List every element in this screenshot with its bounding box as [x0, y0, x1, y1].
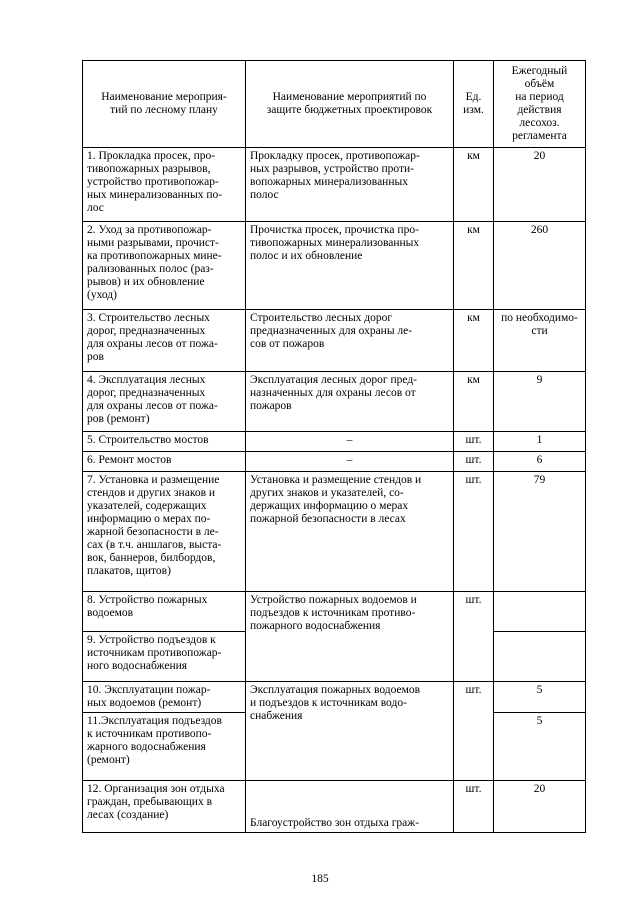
budget-cell: Прочистка просек, прочистка про- тивопожарных минерализованных полос и их обновление	[246, 222, 454, 310]
table-row	[83, 148, 586, 222]
table-row	[83, 472, 586, 592]
plan-cell: 7. Установка и размещение стендов и других знаков и указателей, содержащих информацию о мерах по- жарной безопасности в ле- сах (в т.ч. аншлагов, выста- вок, баннеров, билбордов, плакатов, щитов)	[83, 472, 246, 592]
value-cell	[494, 632, 586, 682]
value-cell: 79	[494, 472, 586, 592]
unit-cell: шт.	[454, 592, 494, 682]
table-row	[83, 592, 586, 632]
plan-cell: 11.Эксплуатация подъездов к источникам противопо- жарного водоснабжения (ремонт)	[83, 713, 246, 781]
budget-cell: Строительство лесных дорог предназначенных для охраны ле- сов от пожаров	[246, 310, 454, 372]
header-volume: Ежегодный объём на период действия лесохоз. регламента	[494, 61, 586, 148]
value-cell: 260	[494, 222, 586, 310]
plan-cell: 5. Строительство мостов	[83, 432, 246, 452]
header-row	[83, 61, 586, 148]
plan-cell: 2. Уход за противопожар- ными разрывами, прочист- ка противопожарных мине- рализованных полос (раз- рывов) и их обновление (уход)	[83, 222, 246, 310]
header-plan: Наименование мероприя- тий по лесному плану	[83, 61, 246, 148]
unit-cell: шт.	[454, 472, 494, 592]
budget-cell: Благоустройство зон отдыха граж-	[246, 781, 454, 833]
unit-cell: км	[454, 372, 494, 432]
value-cell: 5	[494, 682, 586, 713]
table-row	[83, 682, 586, 713]
plan-cell: 3. Строительство лесных дорог, предназначенных для охраны лесов от пожа- ров	[83, 310, 246, 372]
budget-cell: –	[246, 432, 454, 452]
value-cell: 20	[494, 781, 586, 833]
plan-cell: 6. Ремонт мостов	[83, 452, 246, 472]
unit-cell: шт.	[454, 682, 494, 781]
value-cell: 9	[494, 372, 586, 432]
plan-cell: 4. Эксплуатация лесных дорог, предназначенных для охраны лесов от пожа- ров (ремонт)	[83, 372, 246, 432]
value-cell: по необходимо- сти	[494, 310, 586, 372]
value-cell: 5	[494, 713, 586, 781]
unit-cell: шт.	[454, 452, 494, 472]
unit-cell: км	[454, 222, 494, 310]
plan-cell: 12. Организация зон отдыха граждан, пребывающих в лесах (создание)	[83, 781, 246, 833]
budget-cell: Эксплуатация пожарных водоемов и подъездов к источникам водо- снабжения	[246, 682, 454, 781]
budget-cell: Устройство пожарных водоемов и подъездов к источникам противо- пожарного водоснабжения	[246, 592, 454, 682]
table-row	[83, 432, 586, 452]
plan-cell: 10. Эксплуатации пожар- ных водоемов (ремонт)	[83, 682, 246, 713]
table-row	[83, 310, 586, 372]
unit-cell: км	[454, 310, 494, 372]
header-unit: Ед. изм.	[454, 61, 494, 148]
table-row	[83, 781, 586, 833]
budget-cell: Эксплуатация лесных дорог пред- назначенных для охраны лесов от пожаров	[246, 372, 454, 432]
value-cell: 20	[494, 148, 586, 222]
plan-cell: 9. Устройство подъездов к источникам противопожар- ного водоснабжения	[83, 632, 246, 682]
budget-cell: Установка и размещение стендов и других знаков и указателей, со- держащих информацию о мерах пожарной безопасности в лесах	[246, 472, 454, 592]
measures-table	[82, 60, 586, 833]
table-row	[83, 222, 586, 310]
plan-cell: 8. Устройство пожарных водоемов	[83, 592, 246, 632]
value-cell	[494, 592, 586, 632]
unit-cell: шт.	[454, 432, 494, 452]
page-number: 185	[311, 873, 329, 885]
budget-cell: –	[246, 452, 454, 472]
table-row	[83, 372, 586, 432]
table-row	[83, 452, 586, 472]
value-cell: 6	[494, 452, 586, 472]
unit-cell: шт.	[454, 781, 494, 833]
plan-cell: 1. Прокладка просек, про- тивопожарных разрывов, устройство противопожар- ных минерализованных по- лос	[83, 148, 246, 222]
budget-cell: Прокладку просек, противопожар- ных разрывов, устройство проти- вопожарных минерализованных полос	[246, 148, 454, 222]
header-budget: Наименование мероприятий по защите бюджетных проектировок	[246, 61, 454, 148]
value-cell: 1	[494, 432, 586, 452]
unit-cell: км	[454, 148, 494, 222]
